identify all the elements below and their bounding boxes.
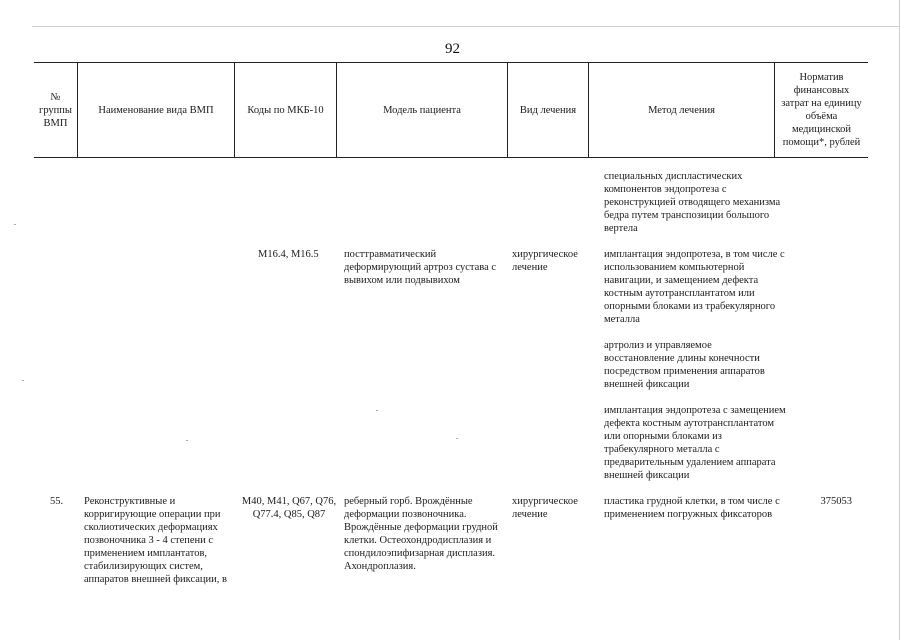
patient-model-cell: посттравматический деформирующий артроз сустава с вывихом или подвывихом [344,249,497,286]
treatment-type-cell: хирургическое лечение [512,496,578,520]
header-group-number: № группы ВМП [39,91,72,129]
header-treatment-type: Вид лечения [519,104,577,116]
header-cost-norm: Норматив финансовых затрат на единицу объёма медицинской помощи*, рублей [781,72,862,148]
group-number-cell: 55. [50,496,64,507]
icd-codes-cell: M40, M41, Q67, Q76, Q77.4, Q85, Q87 [241,496,337,520]
cost-cell: 375053 [820,496,852,507]
header-vmp-name: Наименование вида ВМП [98,104,214,116]
page-number: 92 [445,41,460,57]
treatment-method-cell: пластика грудной клетки, в том числе с применением погружных фиксаторов [604,496,780,520]
page-edge-top [32,26,900,27]
icd-codes-cell: M16.4, M16.5 [258,249,319,260]
header-icd-codes: Коды по МКБ-10 [247,104,324,116]
page-edge-right [899,0,900,640]
treatment-method-cell: имплантация эндопротеза с замещением дефекта костным аутотрансплантатом или опорными блоками из трабекулярного металла с предварительным удалением аппарата внешней фиксации [604,405,786,481]
method-continuation: специальных диспластических компонентов эндопротеза с реконструкцией отводящего механизма бедра путем транспозиции большого вертела [604,171,781,234]
treatment-method-cell: артролиз и управляемое восстановление длины конечности посредством применения аппаратов внешней фиксации [604,340,765,390]
patient-model-cell: реберный горб. Врождённые деформации позвоночника. Врождённые деформации грудной клетки. Остеохондродисплазия и спондилоэпифизарная дисплазия. Ахондроплазия. [344,496,498,572]
scan-speck [376,410,378,411]
header-treatment-method: Метод лечения [648,104,715,116]
treatment-method-cell: имплантация эндопротеза, в том числе с использованием компьютерной навигации, и замещением дефекта костным аутотрансплантатом или опорными блоками из трабекулярного металла [604,249,785,325]
scan-speck [186,440,188,441]
table-header [34,62,868,158]
header-patient-model: Модель пациента [383,104,461,116]
scan-speck [14,224,16,225]
vmp-name-cell: Реконструктивные и корригирующие операции при сколиотических деформациях позвоночника 3 - 4 степени с применением имплантатов, стабилизирующих систем, аппаратов внешней фиксации, в [84,496,227,585]
treatment-type-cell: хирургическое лечение [512,249,578,273]
scan-speck [456,438,458,439]
scan-speck [22,380,24,381]
